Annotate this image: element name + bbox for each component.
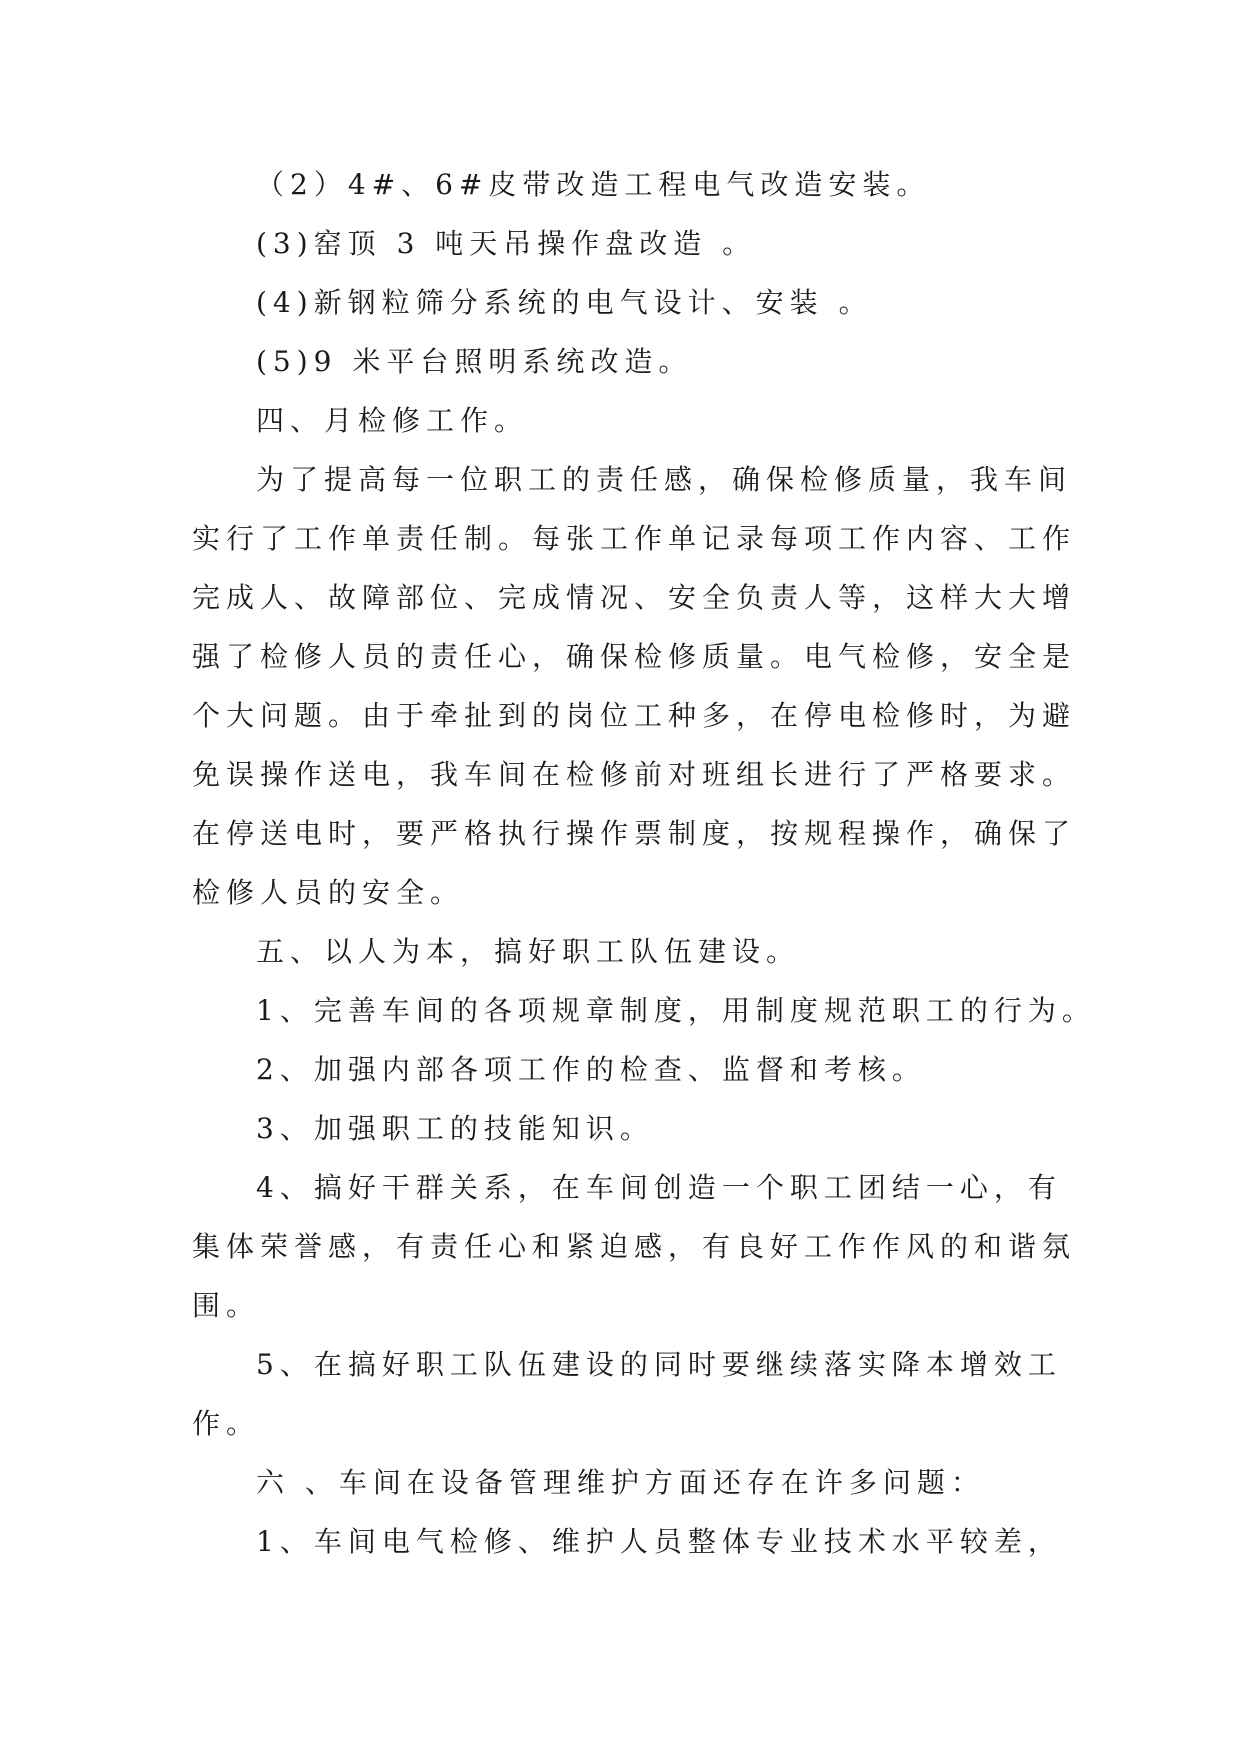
body-text — [192, 155, 1096, 1571]
text-line: 3、加强职工的技能知识。 — [256, 1112, 654, 1145]
text-line: （2）4#、6#皮带改造工程电气改造安装。 — [256, 168, 931, 201]
text-line: 强了检修人员的责任心，确保检修质量。电气检修，安全是 — [192, 640, 1077, 673]
text-line: 5、在搞好职工队伍建设的同时要继续落实降本增效工 — [256, 1348, 1062, 1381]
text-line: 完成人、故障部位、完成情况、安全负责人等，这样大大增 — [192, 581, 1077, 614]
text-line: 1、车间电气检修、维护人员整体专业技术水平较差， — [256, 1525, 1062, 1558]
text-line: 集体荣誉感，有责任心和紧迫感，有良好工作作风的和谐氛 — [192, 1230, 1077, 1263]
text-line: (3)窑顶 3 吨天吊操作盘改造 。 — [256, 227, 757, 260]
section-heading: 五、以人为本，搞好职工队伍建设。 — [256, 935, 801, 968]
text-line: (4)新钢粒筛分系统的电气设计、安装 。 — [256, 286, 873, 319]
section-heading: 六 、车间在设备管理维护方面还存在许多问题： — [256, 1466, 985, 1499]
text-line: 实行了工作单责任制。每张工作单记录每项工作内容、工作 — [192, 522, 1077, 555]
text-line: 4、搞好干群关系，在车间创造一个职工团结一心，有 — [256, 1171, 1062, 1204]
text-line: 为了提高每一位职工的责任感，确保检修质量，我车间 — [256, 463, 1073, 496]
text-line: 个大问题。由于牵扯到的岗位工种多，在停电检修时，为避 — [192, 699, 1077, 732]
section-heading: 四、月检修工作。 — [256, 404, 529, 437]
text-line: 1、完善车间的各项规章制度，用制度规范职工的行为。 — [256, 994, 1096, 1027]
text-line: 在停送电时，要严格执行操作票制度，按规程操作，确保了 — [192, 817, 1077, 850]
text-line: 免误操作送电，我车间在检修前对班组长进行了严格要求。 — [192, 758, 1077, 791]
text-line: (5)9 米平台照明系统改造。 — [256, 345, 693, 378]
text-line: 2、加强内部各项工作的检查、监督和考核。 — [256, 1053, 926, 1086]
text-line: 检修人员的安全。 — [192, 876, 465, 909]
text-line: 围。 — [192, 1289, 261, 1322]
text-line: 作。 — [192, 1407, 261, 1440]
